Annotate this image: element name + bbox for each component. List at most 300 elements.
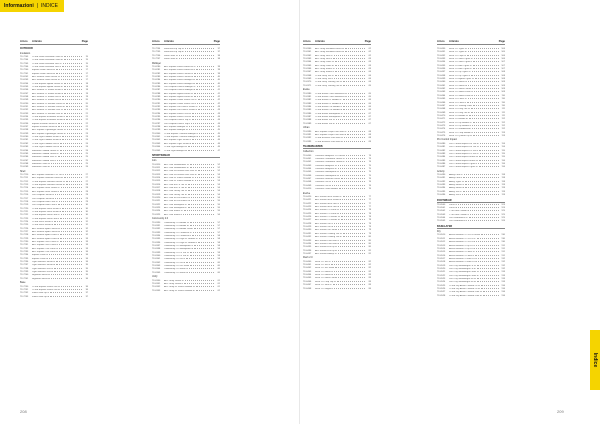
article-name: Explore Pants W: [32, 254, 49, 257]
article-name: Light Softshell Jacket M: [32, 264, 56, 267]
dot-leader: [190, 221, 214, 223]
article-name: Rush 2.0 Tights W: [449, 48, 467, 50]
article-number: TF-6445: [303, 277, 312, 280]
article-name: CORE Essence Polo Shirt M: [315, 140, 343, 143]
article-name: PRO Control Impact Shorts M: [449, 156, 478, 159]
dot-leader: [194, 227, 214, 229]
dot-leader: [198, 169, 214, 171]
dot-leader: [66, 183, 82, 185]
page-reference: 108: [501, 71, 505, 74]
page-reference: 24: [85, 139, 88, 142]
article-name: CORE Light Padded Vest W: [32, 142, 60, 145]
page-reference: 17: [85, 72, 88, 75]
page-reference: 20: [85, 102, 88, 105]
index-entry: [152, 149, 220, 152]
column-header: [437, 40, 505, 45]
article-name: ADV Unify Shorts W: [315, 68, 335, 71]
page-reference: 39: [217, 65, 220, 68]
page-reference: 80: [368, 246, 371, 249]
article-number: TF-7253: [20, 295, 29, 298]
article-number: TF-6292: [152, 106, 161, 109]
article-name: Rush 2.0 Crop Top W: [315, 280, 336, 283]
dot-leader: [472, 124, 499, 126]
article-name: ADV Join Jersey Tee W: [164, 190, 187, 193]
page-reference: 124: [501, 203, 505, 206]
dot-leader: [58, 155, 82, 157]
article-name: Rush 2.0 Shorts W: [449, 81, 468, 84]
article-number: TF-7232: [20, 247, 29, 250]
dot-leader: [465, 183, 499, 185]
page-reference: 74: [368, 161, 371, 164]
article-number: TF-6383: [303, 102, 312, 105]
dot-leader: [343, 98, 366, 100]
dot-leader: [346, 160, 366, 162]
article-number: TF-6285: [152, 82, 161, 85]
article-number: TF-6516: [437, 254, 446, 257]
article-name: CORE Explore Hybrid Jacket M: [32, 85, 63, 88]
article-name: ADV Join Sweatpant W: [164, 203, 187, 206]
article-name: ADV Evolve 2.0 Pants W: [315, 209, 340, 212]
dot-leader: [336, 122, 365, 124]
article-number: TF-6490: [437, 174, 446, 177]
page-reference: 84: [368, 287, 371, 290]
dot-leader: [65, 173, 82, 175]
page-reference: 66: [368, 102, 371, 105]
dot-leader: [62, 98, 82, 100]
page-reference: 53: [217, 183, 220, 186]
article-number: TF-6333: [152, 231, 161, 234]
article-name: ADV Evolve Insul Vest M: [315, 206, 340, 209]
article-number: TF-6474: [437, 128, 446, 131]
article-number: TF-6288: [152, 92, 161, 95]
dot-leader: [468, 97, 499, 99]
article-number: TF-6452: [437, 54, 446, 57]
dot-leader: [458, 203, 499, 205]
dot-leader: [192, 112, 214, 114]
article-number: TF-6384: [303, 106, 312, 109]
article-name: Fleece Half Zip W: [32, 292, 50, 295]
page-reference: 75: [368, 164, 371, 167]
article-number: TF-6473: [437, 124, 446, 127]
dot-leader: [458, 206, 499, 208]
page-reference: 17: [85, 69, 88, 72]
dot-leader: [189, 271, 214, 273]
section-heading: SPORTSWEAR: [152, 154, 220, 158]
page-reference: 31: [85, 217, 88, 220]
page-reference: 78: [368, 219, 371, 222]
section-label: Informazioni: [4, 3, 34, 9]
article-name: Rush 2.0 Sweat Pants W: [449, 91, 474, 94]
page-reference: 118: [501, 174, 505, 177]
dot-leader: [60, 142, 82, 144]
page-reference: 133: [501, 277, 505, 280]
dot-leader: [195, 179, 214, 181]
article-name: Wool Half Zip Top M: [164, 51, 184, 54]
subsection-heading: Shell: [20, 169, 26, 173]
page-reference: 38: [217, 54, 220, 57]
page-reference: 23: [85, 136, 88, 139]
page-reference: 67: [368, 116, 371, 119]
article-number: TF-6312: [152, 170, 161, 173]
dot-leader: [64, 58, 82, 60]
article-name: CORE Evoke Sweatpants W: [315, 112, 343, 115]
dot-leader: [335, 266, 365, 268]
article-number: TF-6365: [303, 64, 312, 67]
article-name: CORE Evoke Pull Hoodie W: [315, 106, 343, 109]
article-name: CORE Light Midlayer M: [164, 149, 187, 152]
dot-leader: [469, 114, 499, 116]
article-name: Rush 2.0 Quarter Zip W: [449, 134, 473, 137]
article-number: TF-6304: [152, 146, 161, 149]
article-name: PRO Explore Rain Pant M: [32, 204, 58, 207]
dot-leader: [49, 253, 82, 255]
dot-leader: [347, 133, 365, 135]
page-reference: 33: [85, 244, 88, 247]
dot-leader: [66, 115, 82, 117]
article-name: ADV Join FN Woven Insul Vest M: [164, 173, 197, 176]
dot-leader: [340, 202, 365, 204]
page-reference: 41: [217, 89, 220, 92]
dot-leader: [473, 134, 499, 136]
article-name: Mountain Padded Jacket W: [32, 149, 59, 152]
article-number: TF-6481: [437, 146, 446, 149]
article-number: TF-6448: [303, 287, 312, 290]
article-name: PRO Explore Fleece Midlayer W: [164, 85, 196, 88]
dot-leader: [67, 128, 82, 130]
page-reference: 112: [501, 118, 505, 121]
article-name: ADV Endure Hydro Pants W: [32, 234, 60, 237]
page-reference: 106: [501, 54, 505, 57]
article-name: Explore Insulate Jacket M: [32, 126, 58, 129]
article-name: ADV Endure 2L Shield Jacket M: [32, 92, 64, 95]
article-name: Light Softshell Jacket W: [32, 261, 56, 264]
article-number: TF-6458: [437, 74, 446, 77]
dot-leader: [59, 200, 82, 202]
article-number: TF-6263: [20, 146, 29, 149]
page-reference: 18: [85, 85, 88, 88]
page-reference: 31: [85, 224, 88, 227]
article-name: ADV Explore Fleece Hood Jkt W: [164, 65, 196, 68]
article-name: ADV Endure 2L Insulate Jacket M: [32, 106, 65, 109]
article-name: CORE Explore Softshell Jacket M: [32, 184, 65, 187]
dot-leader: [477, 280, 499, 282]
article-name: Mountain Parka M: [32, 166, 50, 169]
page-reference: 30: [85, 207, 88, 210]
dot-leader: [348, 92, 365, 94]
page-reference: 116: [501, 159, 505, 162]
article-number: TF-6485: [437, 159, 446, 162]
article-name: ADV Explore Pique Polo Shirt M: [315, 133, 347, 136]
page-reference: 82: [368, 270, 371, 273]
page-reference: 125: [501, 217, 505, 220]
article-name: PRO Control Impact Tights W: [449, 166, 478, 169]
article-name: ADV Evolve Insul Jacket M: [315, 199, 342, 202]
header-art-no: Art.no: [437, 40, 445, 43]
page-reference: 39: [217, 72, 220, 75]
article-name: Explore Down Jacket M: [32, 72, 55, 75]
dot-leader: [469, 216, 499, 218]
dot-leader: [64, 55, 82, 57]
page-reference: 75: [368, 171, 371, 174]
article-number: TF-6248: [20, 96, 29, 98]
article-number: TF-6382: [303, 99, 312, 102]
article-number: TF-6515: [437, 251, 446, 254]
article-number: TF-6249: [20, 99, 29, 102]
article-name: Community 2.0 Crewneck W: [164, 231, 192, 234]
article-number: TF-6446: [303, 280, 312, 283]
page-reference: 115: [501, 156, 505, 159]
dot-leader: [198, 98, 214, 100]
article-number: TF-6424: [303, 209, 312, 212]
article-number: TF-7201: [20, 72, 29, 75]
article-number: TF-6427: [303, 219, 312, 222]
article-name: ADV Endure Down Jacket M: [32, 79, 60, 82]
dot-leader: [473, 104, 499, 106]
article-name: Rush 2.0 Bike Tights W: [449, 64, 472, 67]
index-entry: [152, 213, 220, 216]
page-reference: 32: [85, 227, 88, 230]
article-name: Community 2.0 Hoodie M: [164, 224, 189, 227]
page-title: INDICE: [41, 3, 58, 9]
index-entry: [303, 122, 371, 125]
article-name: CORE Explore Fleece Set W: [32, 285, 61, 288]
page-reference: 118: [501, 180, 505, 183]
page-reference: 107: [501, 61, 505, 64]
page-reference: 110: [501, 98, 505, 101]
article-number: TF-6253: [20, 112, 29, 115]
article-name: Pacer M: [449, 207, 458, 210]
page-reference: 22: [85, 126, 88, 129]
page-reference: 119: [501, 187, 505, 190]
dot-leader: [198, 173, 214, 175]
article-name: ADV Explore Trek Pants W: [32, 247, 59, 250]
page-reference: 109: [501, 91, 505, 94]
page-reference: 67: [368, 122, 371, 125]
dot-leader: [192, 118, 214, 120]
page-reference: 15: [85, 62, 88, 65]
article-number: TF-6259: [20, 132, 29, 135]
dot-leader: [333, 283, 365, 285]
page-reference: 35: [85, 267, 88, 270]
page-reference: 114: [501, 146, 505, 149]
page-reference: 45: [217, 132, 220, 135]
article-number: TF-6293: [152, 109, 161, 112]
dot-leader: [49, 257, 82, 259]
article-number: TF-6251: [20, 106, 29, 109]
page-gutter: [299, 0, 300, 424]
article-name: Rush 2.0 Pants W: [449, 98, 467, 101]
article-number: TF-6422: [303, 202, 312, 205]
article-number: TF-6475: [437, 131, 446, 134]
page-reference: 65: [368, 92, 371, 95]
article-name: Collective Bodyvest M: [315, 168, 337, 171]
dot-leader: [332, 260, 365, 262]
article-name: ADV Explore Midlayer W: [164, 126, 189, 129]
article-number: TF-7250: [20, 285, 29, 288]
article-number: TF-6260: [20, 136, 29, 139]
article-number: TF-6385: [303, 109, 312, 112]
page-reference: 63: [368, 64, 371, 67]
article-name: ADV Explore Fleece Vest M: [164, 116, 191, 119]
dot-leader: [190, 254, 214, 256]
page-reference: 64: [368, 74, 371, 77]
page-reference: 109: [501, 88, 505, 91]
article-name: ADV Evolve 2.0 Pants M: [315, 212, 339, 215]
dot-leader: [61, 230, 82, 232]
article-name: PRO Dry Nanoweight SS W: [449, 277, 477, 280]
page-reference: 83: [368, 284, 371, 287]
article-name: ADV Unify Insulated Jacket W: [315, 48, 345, 50]
article-number: TF-6343: [152, 265, 161, 268]
article-name: ADV Evolve Polo Shirt M: [315, 242, 340, 245]
article-number: TF-6360: [303, 48, 312, 50]
article-name: CORE Evoke Tee W: [315, 119, 335, 122]
article-number: TF-6299: [152, 129, 161, 132]
article-number: TF-6368: [303, 74, 312, 77]
article-number: TF-6518: [437, 261, 446, 264]
dot-leader: [194, 95, 214, 97]
dot-leader: [199, 132, 214, 134]
article-name: Mountain Padded Vest W: [32, 156, 57, 159]
article-number: TF-6487: [437, 166, 446, 169]
dot-leader: [477, 267, 499, 269]
index-entry: [152, 289, 220, 292]
article-name: ADV Endure 2L Shield Vest M: [32, 99, 62, 102]
page-reference: 43: [217, 109, 220, 112]
article-name: CORE Dry Active Comfort LS M: [449, 287, 480, 290]
page-reference: 53: [217, 176, 220, 179]
article-name: ADV Join FZ Fleece Hoodie M: [164, 180, 194, 183]
article-number: TF-6434: [303, 242, 312, 245]
page-reference: 131: [501, 251, 505, 254]
page-reference: 43: [217, 112, 220, 115]
dot-leader: [480, 152, 499, 154]
dot-leader: [51, 165, 82, 167]
article-name: CORE Light Midlayer W: [164, 146, 188, 149]
dot-leader: [465, 186, 499, 188]
dot-leader: [185, 47, 214, 49]
article-name: PRO Control Impact Shorts W: [449, 159, 479, 162]
article-number: TF-6287: [152, 89, 161, 92]
article-name: Active Extreme X Pants M: [449, 254, 475, 257]
article-number: TF-6366: [303, 68, 312, 71]
dot-leader: [343, 105, 365, 107]
article-number: TF-6528: [437, 294, 446, 297]
article-name: CORE Explore Fleece Set M: [32, 288, 60, 291]
dot-leader: [468, 84, 499, 86]
section-heading: OUTDOOR: [20, 47, 33, 50]
article-number: TF-6301: [152, 136, 161, 139]
dot-leader: [481, 287, 499, 289]
index-entry: [437, 219, 505, 222]
article-number: TF-6467: [437, 104, 446, 107]
article-number: TF-6464: [437, 94, 446, 97]
subsection-heading: Rush 2.0: [303, 256, 313, 260]
page-reference: 56: [217, 213, 220, 216]
article-name: ADV Endure Down Jacket W: [32, 75, 60, 78]
article-number: TF-7240: [20, 274, 29, 277]
dot-leader: [179, 54, 214, 56]
article-number: TF-6294: [152, 112, 161, 115]
page-reference: 37: [217, 48, 220, 50]
dot-leader: [62, 210, 82, 212]
article-name: Community 2.0 Hoodie W: [164, 221, 189, 224]
article-name: CORE Down Insulated Vest W: [32, 62, 62, 65]
dot-leader: [334, 225, 365, 227]
article-number: TF-6244: [20, 82, 29, 85]
page-reference: 55: [217, 200, 220, 203]
article-name: ADV Explore Fleece Hood Jkt M: [164, 69, 196, 72]
page-reference: 44: [217, 116, 220, 119]
page-reference: 111: [501, 114, 505, 117]
article-name: Wool Half Zip Top W: [164, 48, 184, 50]
article-name: ADV Evolve Full Zip W: [315, 246, 338, 249]
dot-leader: [66, 105, 82, 107]
article-number: TF-6400: [303, 154, 312, 157]
article-name: ADV Unify FZ Fleece Hoodie M: [164, 289, 195, 292]
dot-leader: [60, 217, 82, 219]
index-side-tab: [590, 330, 600, 390]
page-reference: 78: [368, 209, 371, 212]
article-number: TF-7224: [20, 220, 29, 223]
article-number: TF-6261: [20, 139, 29, 142]
section-heading: TEAMWEAR/WB: [303, 145, 371, 149]
page-reference: 105: [501, 51, 505, 54]
page-reference: 47: [217, 149, 220, 152]
page-reference: 80: [368, 236, 371, 239]
article-number: TF-6335: [152, 238, 161, 241]
page-reference: 30: [85, 204, 88, 207]
page-reference: 130: [501, 241, 505, 244]
page-reference: 130: [501, 237, 505, 240]
dot-leader: [467, 101, 499, 103]
page-reference: 79: [368, 222, 371, 225]
article-number: TF-6247: [20, 92, 29, 95]
article-number: TF-6440: [303, 260, 312, 263]
page-reference: 132: [501, 267, 505, 270]
page-reference: 63: [368, 58, 371, 61]
article-number: TF-7205: [20, 62, 29, 65]
subsection-heading: Collection: [303, 150, 314, 154]
article-number: TF-6426: [303, 216, 312, 219]
article-name: Rush 2.0 Shorts W: [315, 270, 334, 273]
article-name: ADV Endure Hydro Jacket W: [32, 227, 61, 230]
page-reference: 34: [85, 257, 88, 260]
article-number: TF-6486: [437, 162, 446, 165]
page-reference: 30: [85, 214, 88, 217]
article-number: TF-6443: [303, 270, 312, 273]
subsection-heading: Insulation: [20, 51, 31, 55]
article-name: PRO Explore Fleece Top M: [164, 122, 191, 125]
article-number: TF-6243: [20, 79, 29, 82]
article-name: ADV Explore Pile Fleece Jacket M: [164, 109, 198, 112]
article-name: CTM Ultra Carbon W: [449, 213, 470, 216]
article-number: TF-6330: [152, 221, 161, 224]
page-reference: 54: [217, 186, 220, 189]
article-number: TF-6483: [437, 152, 446, 155]
article-number: TF-6336: [152, 241, 161, 244]
article-name: PRO Dry Nanoweight Pants M: [449, 274, 479, 277]
dot-leader: [462, 193, 499, 195]
article-number: TF-7237: [20, 264, 29, 267]
article-number: TF-6444: [303, 274, 312, 277]
article-name: ADV Endure 2L Shield Jacket W: [32, 89, 64, 92]
page-reference: 34: [85, 254, 88, 257]
page-reference: 38: [217, 58, 220, 61]
dot-leader: [189, 125, 214, 127]
article-number: TF-6442: [303, 267, 312, 270]
article-name: ADV Explore Lightweight Jacket W: [32, 129, 66, 132]
